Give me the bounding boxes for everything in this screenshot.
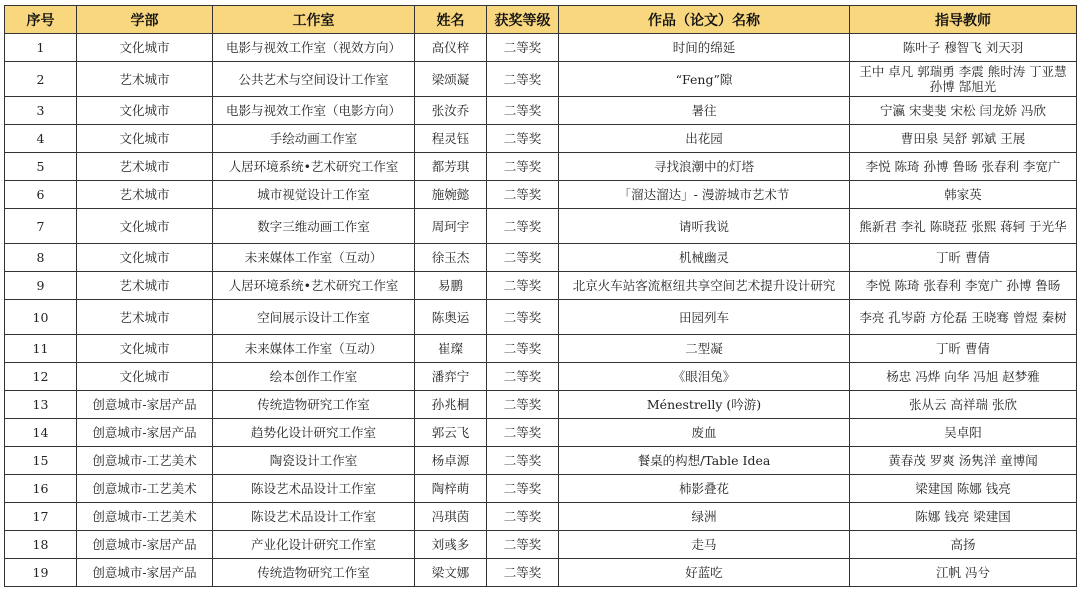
cell-name: 刘彧多 <box>415 531 487 559</box>
table-row <box>5 475 1077 503</box>
cell-index: 4 <box>5 125 77 153</box>
cell-award: 二等奖 <box>487 475 559 503</box>
cell-name: 周珂宇 <box>415 209 487 244</box>
cell-teachers: 李亮 孔岑蔚 方伦磊 王晓骞 曾煜 秦树 <box>850 300 1077 335</box>
header-name: 姓名 <box>415 6 487 34</box>
cell-teachers: 丁昕 曹倩 <box>850 244 1077 272</box>
cell-department: 创意城市-家居产品 <box>77 419 213 447</box>
cell-work: 时间的绵延 <box>559 34 850 62</box>
cell-teachers: 吴卓阳 <box>850 419 1077 447</box>
header-department: 学部 <box>77 6 213 34</box>
table-row <box>5 447 1077 475</box>
cell-department: 艺术城市 <box>77 181 213 209</box>
cell-name: 崔璨 <box>415 335 487 363</box>
cell-award: 二等奖 <box>487 503 559 531</box>
cell-work: 二型凝 <box>559 335 850 363</box>
header-award: 获奖等级 <box>487 6 559 34</box>
cell-award: 二等奖 <box>487 153 559 181</box>
table-row <box>5 391 1077 419</box>
cell-name: 都芳琪 <box>415 153 487 181</box>
cell-award: 二等奖 <box>487 363 559 391</box>
cell-index: 17 <box>5 503 77 531</box>
cell-name: 高仪梓 <box>415 34 487 62</box>
cell-index: 11 <box>5 335 77 363</box>
cell-teachers: 高扬 <box>850 531 1077 559</box>
cell-index: 13 <box>5 391 77 419</box>
cell-index: 3 <box>5 97 77 125</box>
cell-name: 易鹏 <box>415 272 487 300</box>
cell-name: 杨卓源 <box>415 447 487 475</box>
table-row <box>5 363 1077 391</box>
cell-teachers: 江帆 冯兮 <box>850 559 1077 587</box>
cell-award: 二等奖 <box>487 391 559 419</box>
cell-award: 二等奖 <box>487 272 559 300</box>
cell-studio: 电影与视效工作室（视效方向） <box>213 34 415 62</box>
cell-department: 文化城市 <box>77 335 213 363</box>
table-row <box>5 300 1077 335</box>
cell-studio: 产业化设计研究工作室 <box>213 531 415 559</box>
table-row <box>5 153 1077 181</box>
table-row <box>5 125 1077 153</box>
cell-studio: 空间展示设计工作室 <box>213 300 415 335</box>
cell-work: 走马 <box>559 531 850 559</box>
cell-department: 艺术城市 <box>77 153 213 181</box>
cell-name: 张汝乔 <box>415 97 487 125</box>
cell-work: 寻找浪潮中的灯塔 <box>559 153 850 181</box>
cell-teachers: 李悦 陈琦 孙博 鲁旸 张春利 李宽广 <box>850 153 1077 181</box>
cell-index: 14 <box>5 419 77 447</box>
cell-work: 好蓝吃 <box>559 559 850 587</box>
cell-index: 2 <box>5 62 77 97</box>
cell-name: 徐玉杰 <box>415 244 487 272</box>
table-row <box>5 559 1077 587</box>
cell-teachers: 王中 卓凡 郭瑞勇 李震 熊时涛 丁亚慧 孙博 郜旭光 <box>850 62 1077 97</box>
cell-teachers: 陈娜 钱亮 梁建国 <box>850 503 1077 531</box>
cell-studio: 陈设艺术品设计工作室 <box>213 475 415 503</box>
cell-teachers: 宁瀛 宋斐斐 宋松 闫龙娇 冯欣 <box>850 97 1077 125</box>
cell-name: 郭云飞 <box>415 419 487 447</box>
cell-department: 文化城市 <box>77 209 213 244</box>
cell-award: 二等奖 <box>487 335 559 363</box>
cell-work: 废血 <box>559 419 850 447</box>
cell-department: 艺术城市 <box>77 272 213 300</box>
cell-teachers: 李悦 陈琦 张春利 李宽广 孙博 鲁旸 <box>850 272 1077 300</box>
cell-index: 15 <box>5 447 77 475</box>
cell-studio: 手绘动画工作室 <box>213 125 415 153</box>
cell-department: 创意城市-工艺美术 <box>77 447 213 475</box>
cell-award: 二等奖 <box>487 97 559 125</box>
cell-name: 冯琪茵 <box>415 503 487 531</box>
cell-award: 二等奖 <box>487 181 559 209</box>
table-row <box>5 244 1077 272</box>
cell-studio: 陶瓷设计工作室 <box>213 447 415 475</box>
cell-name: 陶梓萌 <box>415 475 487 503</box>
cell-department: 艺术城市 <box>77 300 213 335</box>
cell-award: 二等奖 <box>487 125 559 153</box>
cell-index: 5 <box>5 153 77 181</box>
table-row <box>5 272 1077 300</box>
cell-award: 二等奖 <box>487 447 559 475</box>
cell-index: 18 <box>5 531 77 559</box>
cell-department: 艺术城市 <box>77 62 213 97</box>
cell-teachers: 张从云 高祥瑞 张欣 <box>850 391 1077 419</box>
cell-department: 创意城市-家居产品 <box>77 391 213 419</box>
cell-teachers: 梁建国 陈娜 钱亮 <box>850 475 1077 503</box>
cell-award: 二等奖 <box>487 419 559 447</box>
cell-studio: 未来媒体工作室（互动） <box>213 244 415 272</box>
cell-index: 16 <box>5 475 77 503</box>
cell-work: 餐桌的构想/Table Idea <box>559 447 850 475</box>
cell-name: 施婉懿 <box>415 181 487 209</box>
cell-index: 10 <box>5 300 77 335</box>
table-row <box>5 419 1077 447</box>
cell-index: 9 <box>5 272 77 300</box>
cell-name: 梁颂凝 <box>415 62 487 97</box>
cell-department: 文化城市 <box>77 34 213 62</box>
header-index: 序号 <box>5 6 77 34</box>
cell-work: 机械幽灵 <box>559 244 850 272</box>
cell-studio: 未来媒体工作室（互动） <box>213 335 415 363</box>
cell-award: 二等奖 <box>487 531 559 559</box>
cell-index: 8 <box>5 244 77 272</box>
cell-work: 暑往 <box>559 97 850 125</box>
cell-index: 6 <box>5 181 77 209</box>
cell-work: 《眼泪兔》 <box>559 363 850 391</box>
table-row <box>5 97 1077 125</box>
cell-department: 创意城市-工艺美术 <box>77 503 213 531</box>
header-work: 作品（论文）名称 <box>559 6 850 34</box>
cell-award: 二等奖 <box>487 209 559 244</box>
cell-studio: 传统造物研究工作室 <box>213 559 415 587</box>
cell-studio: 人居环境系统•艺术研究工作室 <box>213 153 415 181</box>
cell-teachers: 曹田泉 吴舒 郭斌 王展 <box>850 125 1077 153</box>
cell-award: 二等奖 <box>487 244 559 272</box>
cell-studio: 电影与视效工作室（电影方向） <box>213 97 415 125</box>
cell-work: 柿影叠花 <box>559 475 850 503</box>
header-row <box>5 6 1077 34</box>
cell-department: 创意城市-工艺美术 <box>77 475 213 503</box>
cell-name: 孙兆桐 <box>415 391 487 419</box>
cell-name: 陈奥运 <box>415 300 487 335</box>
cell-award: 二等奖 <box>487 559 559 587</box>
header-studio: 工作室 <box>213 6 415 34</box>
cell-name: 梁文娜 <box>415 559 487 587</box>
cell-teachers: 韩家英 <box>850 181 1077 209</box>
cell-work: 北京火车站客流枢纽共享空间艺术提升设计研究 <box>559 272 850 300</box>
table-row <box>5 181 1077 209</box>
cell-studio: 人居环境系统•艺术研究工作室 <box>213 272 415 300</box>
awards-table <box>4 5 1077 587</box>
cell-index: 1 <box>5 34 77 62</box>
cell-work: Ménestrelly (吟游) <box>559 391 850 419</box>
cell-studio: 城市视觉设计工作室 <box>213 181 415 209</box>
table-row <box>5 62 1077 97</box>
table-row <box>5 209 1077 244</box>
cell-teachers: 黄春茂 罗爽 汤隽洋 童博闻 <box>850 447 1077 475</box>
cell-teachers: 陈叶子 穆智飞 刘天羽 <box>850 34 1077 62</box>
cell-work: 「溜达溜达」- 漫游城市艺术节 <box>559 181 850 209</box>
cell-studio: 趋势化设计研究工作室 <box>213 419 415 447</box>
header-teachers: 指导教师 <box>850 6 1077 34</box>
cell-department: 创意城市-家居产品 <box>77 531 213 559</box>
cell-index: 7 <box>5 209 77 244</box>
cell-teachers: 杨忠 冯烨 向华 冯旭 赵梦雅 <box>850 363 1077 391</box>
cell-studio: 陈设艺术品设计工作室 <box>213 503 415 531</box>
cell-work: 绿洲 <box>559 503 850 531</box>
cell-award: 二等奖 <box>487 62 559 97</box>
cell-studio: 数字三维动画工作室 <box>213 209 415 244</box>
table-row <box>5 531 1077 559</box>
table-row <box>5 335 1077 363</box>
cell-studio: 公共艺术与空间设计工作室 <box>213 62 415 97</box>
table-body <box>5 34 1077 587</box>
awards-table-container <box>4 5 1077 587</box>
cell-department: 文化城市 <box>77 363 213 391</box>
cell-department: 文化城市 <box>77 97 213 125</box>
cell-work: “Feng”隙 <box>559 62 850 97</box>
cell-award: 二等奖 <box>487 34 559 62</box>
cell-department: 文化城市 <box>77 244 213 272</box>
cell-work: 出花园 <box>559 125 850 153</box>
cell-work: 请听我说 <box>559 209 850 244</box>
cell-name: 潘弈宁 <box>415 363 487 391</box>
cell-teachers: 熊新君 李礼 陈晓菈 张熙 蒋轲 于光华 <box>850 209 1077 244</box>
cell-department: 创意城市-家居产品 <box>77 559 213 587</box>
cell-name: 程灵钰 <box>415 125 487 153</box>
cell-studio: 传统造物研究工作室 <box>213 391 415 419</box>
table-row <box>5 503 1077 531</box>
cell-index: 19 <box>5 559 77 587</box>
cell-index: 12 <box>5 363 77 391</box>
cell-work: 田园列车 <box>559 300 850 335</box>
cell-award: 二等奖 <box>487 300 559 335</box>
cell-department: 文化城市 <box>77 125 213 153</box>
table-row <box>5 34 1077 62</box>
cell-studio: 绘本创作工作室 <box>213 363 415 391</box>
cell-teachers: 丁昕 曹倩 <box>850 335 1077 363</box>
